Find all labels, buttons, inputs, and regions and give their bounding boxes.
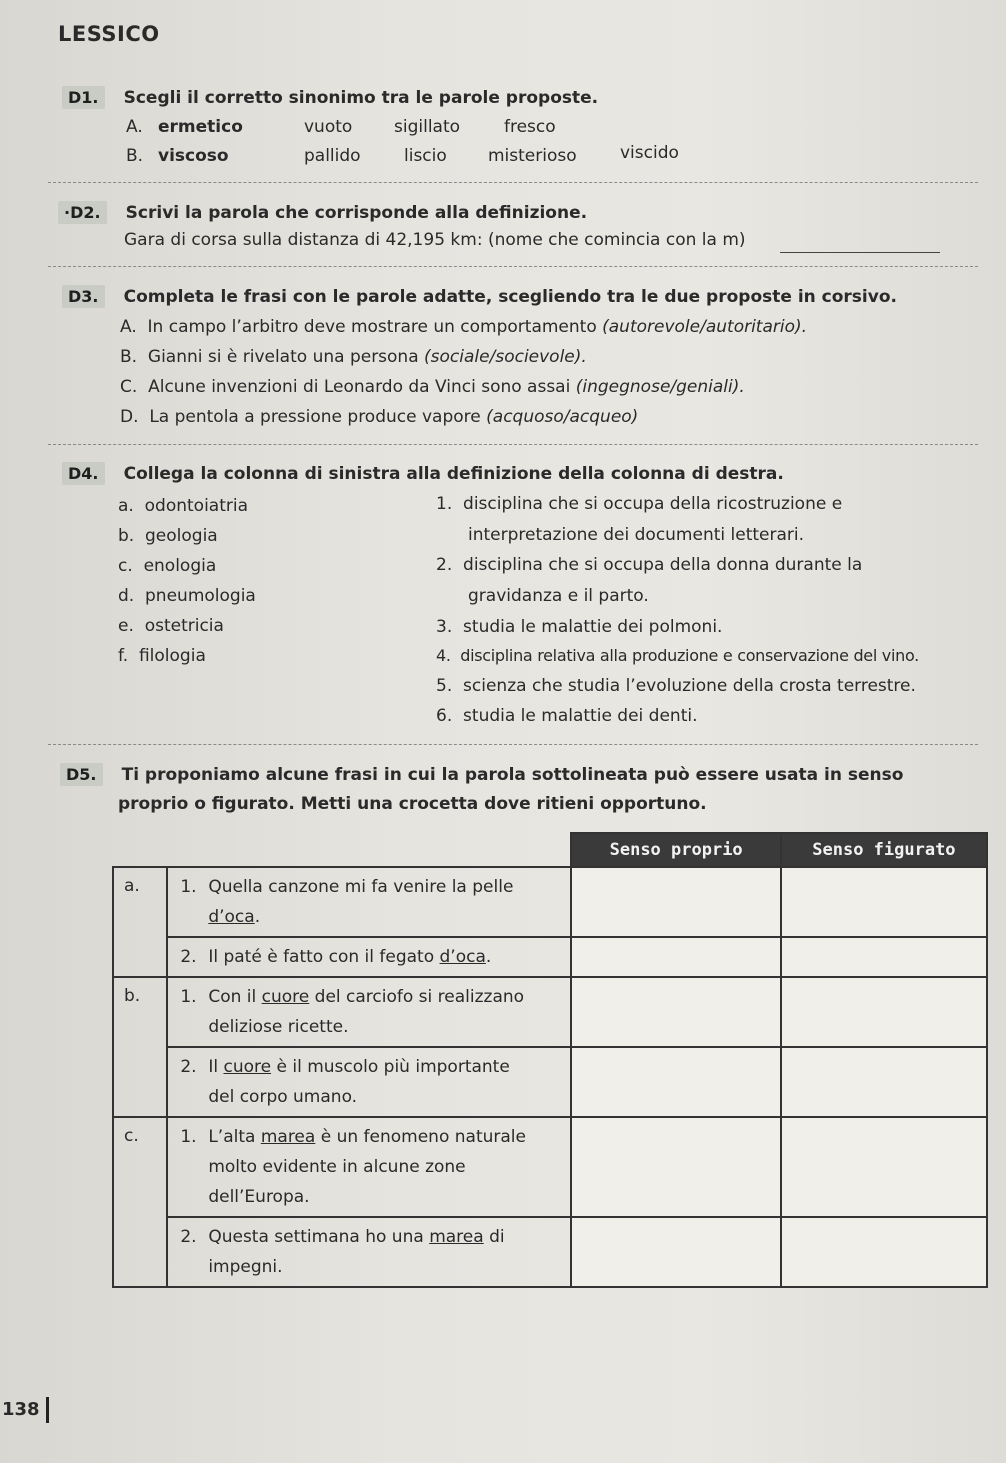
page-number: 138	[2, 1399, 40, 1420]
d3-heading	[62, 285, 897, 308]
d1-code: D1.	[62, 86, 105, 109]
d3-item: D. La pentola a pressione produce vapore (acquoso/acqueo)	[120, 407, 639, 427]
sentence: 1. L’alta marea è un fenomeno naturale molto evidente in alcune zone dell’Europa.	[167, 1117, 571, 1217]
checkbox-cell-proprio[interactable]	[571, 1047, 780, 1117]
section-title: LESSICO	[58, 22, 160, 46]
d2-code: ·D2.	[58, 201, 107, 224]
d4-left-item[interactable]: b. geologia	[118, 526, 218, 546]
checkbox-cell-proprio[interactable]	[571, 937, 780, 977]
row-letter: c.	[113, 1117, 167, 1287]
row-letter: a.	[113, 867, 167, 977]
d1-b-option[interactable]: viscido	[620, 143, 679, 163]
d4-left-item[interactable]: f. filologia	[118, 646, 206, 666]
d1-heading	[62, 86, 598, 109]
d5-heading	[60, 763, 903, 786]
d1-a-option[interactable]: fresco	[504, 117, 556, 137]
d4-right-item-cont: gravidanza e il parto.	[468, 586, 649, 606]
d4-right-item[interactable]: 1. disciplina che si occupa della ricostruzione e	[436, 494, 843, 514]
row-letter: b.	[113, 977, 167, 1117]
checkbox-cell-figurato[interactable]	[781, 937, 987, 977]
divider	[48, 266, 978, 267]
col-senso-proprio: Senso proprio	[571, 833, 780, 867]
d1-b-word: viscoso	[158, 146, 229, 166]
checkbox-cell-figurato[interactable]	[781, 1047, 987, 1117]
d1-b-option[interactable]: pallido	[304, 146, 361, 166]
checkbox-cell-figurato[interactable]	[781, 1217, 987, 1287]
checkbox-cell-proprio[interactable]	[571, 1217, 780, 1287]
sentence: 2. Questa settimana ho una marea di impegni.	[167, 1217, 571, 1287]
divider	[48, 444, 978, 445]
checkbox-cell-figurato[interactable]	[781, 1117, 987, 1217]
d4-code: D4.	[62, 462, 105, 485]
sentence: 2. Il paté è fatto con il fegato d’oca.	[167, 937, 571, 977]
page-number-bar	[46, 1397, 49, 1423]
table-corner	[113, 833, 571, 867]
d4-right-item-cont: interpretazione dei documenti letterari.	[468, 525, 805, 545]
d2-heading	[58, 201, 587, 224]
d1-a-word: ermetico	[158, 117, 243, 137]
d2-instruction: Scrivi la parola che corrisponde alla definizione.	[125, 203, 588, 223]
d4-left-item[interactable]: a. odontoiatria	[118, 496, 249, 516]
d4-left-item[interactable]: c. enologia	[118, 556, 217, 576]
d4-right-item[interactable]: 2. disciplina che si occupa della donna durante la	[436, 555, 863, 575]
sentence: 2. Il cuore è il muscolo più importante del corpo umano.	[167, 1047, 571, 1117]
divider	[48, 182, 978, 183]
d4-left-item[interactable]: d. pneumologia	[118, 586, 256, 606]
d3-item: A. In campo l’arbitro deve mostrare un comportamento (autorevole/autoritario).	[120, 317, 808, 337]
d2-answer-blank[interactable]	[780, 252, 940, 253]
checkbox-cell-proprio[interactable]	[571, 867, 780, 937]
d1-b-option[interactable]: misterioso	[488, 146, 577, 166]
checkbox-cell-figurato[interactable]	[781, 977, 987, 1047]
d3-item: C. Alcune invenzioni di Leonardo da Vinci sono assai (ingegnose/geniali).	[120, 377, 745, 397]
checkbox-cell-proprio[interactable]	[571, 1117, 780, 1217]
d1-b-letter: B.	[126, 146, 144, 166]
d5-instruction-line1: Ti proponiamo alcune frasi in cui la parola sottolineata può essere usata in senso	[121, 765, 904, 785]
d3-instruction: Completa le frasi con le parole adatte, scegliendo tra le due proposte in corsivo.	[123, 287, 897, 307]
col-senso-figurato: Senso figurato	[781, 833, 987, 867]
d5-table	[112, 832, 988, 1288]
d3-code: D3.	[62, 285, 105, 308]
d1-a-option[interactable]: vuoto	[304, 117, 353, 137]
d4-heading	[62, 462, 784, 485]
d3-item: B. Gianni si è rivelato una persona (sociale/socievole).	[120, 347, 587, 367]
d1-a-letter: A.	[126, 117, 143, 137]
d4-right-item[interactable]: 3. studia le malattie dei polmoni.	[436, 617, 723, 637]
d1-instruction: Scegli il corretto sinonimo tra le parole proposte.	[123, 88, 599, 108]
sentence: 1. Con il cuore del carciofo si realizzano deliziose ricette.	[167, 977, 571, 1047]
checkbox-cell-proprio[interactable]	[571, 977, 780, 1047]
d4-right-item[interactable]: 5. scienza che studia l’evoluzione della crosta terrestre.	[436, 676, 916, 696]
d4-right-item[interactable]: 4. disciplina relativa alla produzione e conservazione del vino.	[436, 646, 919, 665]
d2-definition: Gara di corsa sulla distanza di 42,195 km: (nome che comincia con la m)	[124, 230, 746, 250]
d1-b-option[interactable]: liscio	[404, 146, 447, 166]
d4-left-item[interactable]: e. ostetricia	[118, 616, 224, 636]
d5-instruction-line2: proprio o figurato. Metti una crocetta dove ritieni opportuno.	[118, 794, 707, 814]
d1-a-option[interactable]: sigillato	[394, 117, 461, 137]
d5-code: D5.	[60, 763, 103, 786]
d4-instruction: Collega la colonna di sinistra alla definizione della colonna di destra.	[123, 464, 784, 484]
d4-right-item[interactable]: 6. studia le malattie dei denti.	[436, 706, 698, 726]
divider	[48, 744, 978, 745]
checkbox-cell-figurato[interactable]	[781, 867, 987, 937]
sentence: 1. Quella canzone mi fa venire la pelle d’oca.	[167, 867, 571, 937]
